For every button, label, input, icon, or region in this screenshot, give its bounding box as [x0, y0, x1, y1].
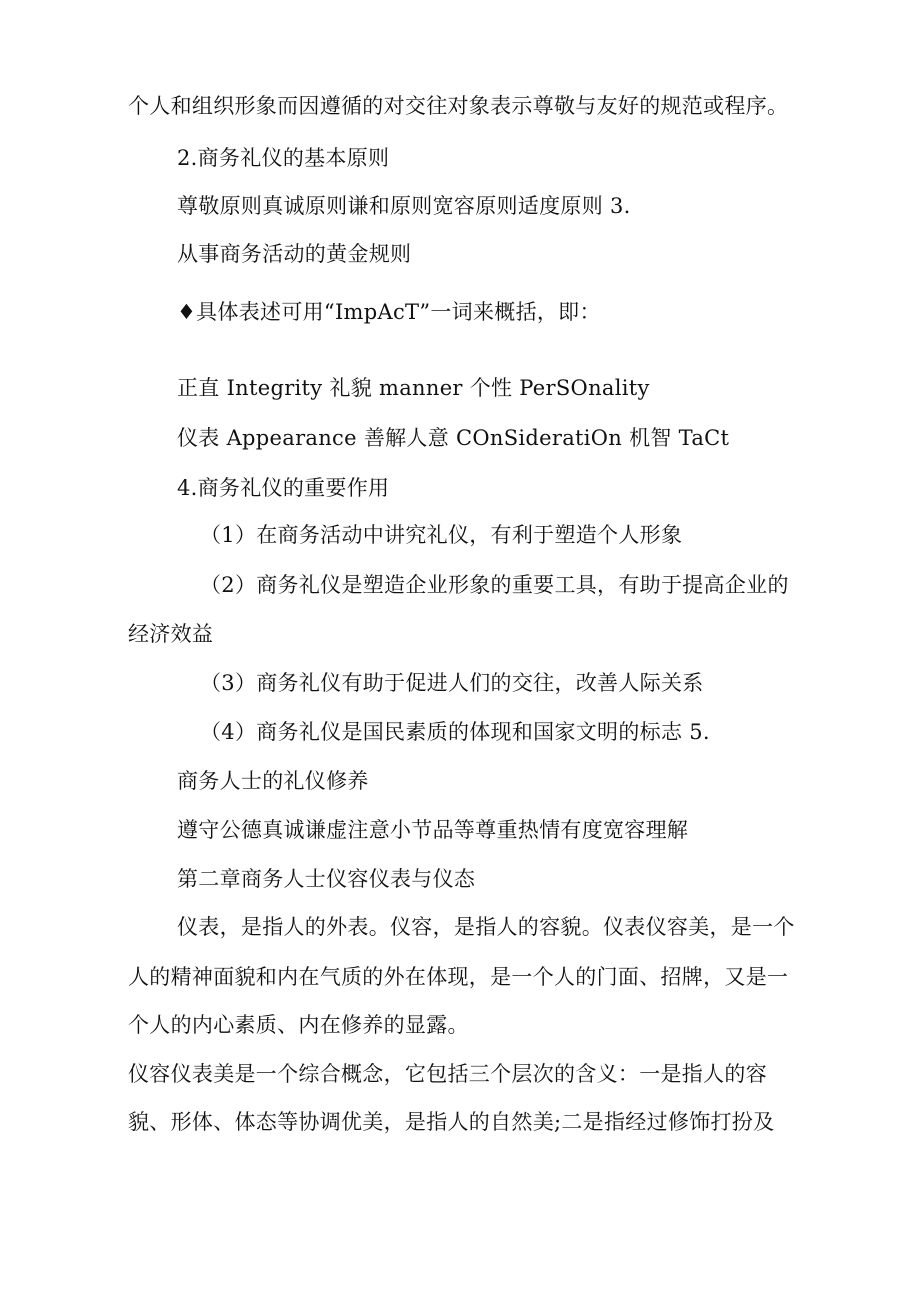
list-item-continuation: 经济效益: [128, 622, 214, 646]
chapter-heading: 第二章商务人士仪容仪表与仪态: [177, 867, 476, 891]
paragraph-line: 仪容仪表美是一个综合概念，它包括三个层次的含义：一是指人的容: [128, 1062, 767, 1086]
list-item: （2）商务礼仪是塑造企业形象的重要工具，有助于提高企业的: [200, 573, 789, 597]
section-heading: 2.商务礼仪的基本原则: [177, 146, 390, 170]
list-item: （1）在商务活动中讲究礼仪，有利于塑造个人形象: [200, 523, 683, 547]
section-heading: 4.商务礼仪的重要作用: [177, 476, 390, 500]
list-item: （4）商务礼仪是国民素质的体现和国家文明的标志 5.: [200, 720, 710, 744]
list-item: （3）商务礼仪有助于促进人们的交往，改善人际关系: [200, 671, 704, 695]
section-heading: 商务人士的礼仪修养: [177, 769, 369, 793]
impact-line: 正直 Integrity 礼貌 manner 个性 PerSOnality: [177, 376, 650, 400]
paragraph-line: 人的精神面貌和内在气质的外在体现，是一个人的门面、招牌，又是一: [128, 965, 789, 989]
paragraph-line: 从事商务活动的黄金规则: [177, 242, 412, 266]
paragraph-line: 貌、形体、体态等协调优美，是指人的自然美;二是指经过修饰打扮及: [128, 1110, 775, 1134]
paragraph-line: 仪表，是指人的外表。仪容，是指人的容貌。仪表仪容美，是一个: [177, 915, 795, 939]
impact-line: 仪表 Appearance 善解人意 COnSideratiOn 机智 TaCt: [177, 426, 730, 450]
paragraph-line: 尊敬原则真诚原则谦和原则宽容原则适度原则 3.: [177, 194, 631, 218]
paragraph-line: 个人的内心素质、内在修养的显露。: [128, 1013, 469, 1037]
paragraph-line: 个人和组织形象而因遵循的对交往对象表示尊敬与友好的规范或程序。: [128, 94, 789, 118]
paragraph-line: 遵守公德真诚谦虚注意小节品等尊重热情有度宽容理解: [177, 818, 689, 842]
bullet-line: ♦具体表述可用“ImpAcT”一词来概括，即：: [177, 300, 601, 324]
